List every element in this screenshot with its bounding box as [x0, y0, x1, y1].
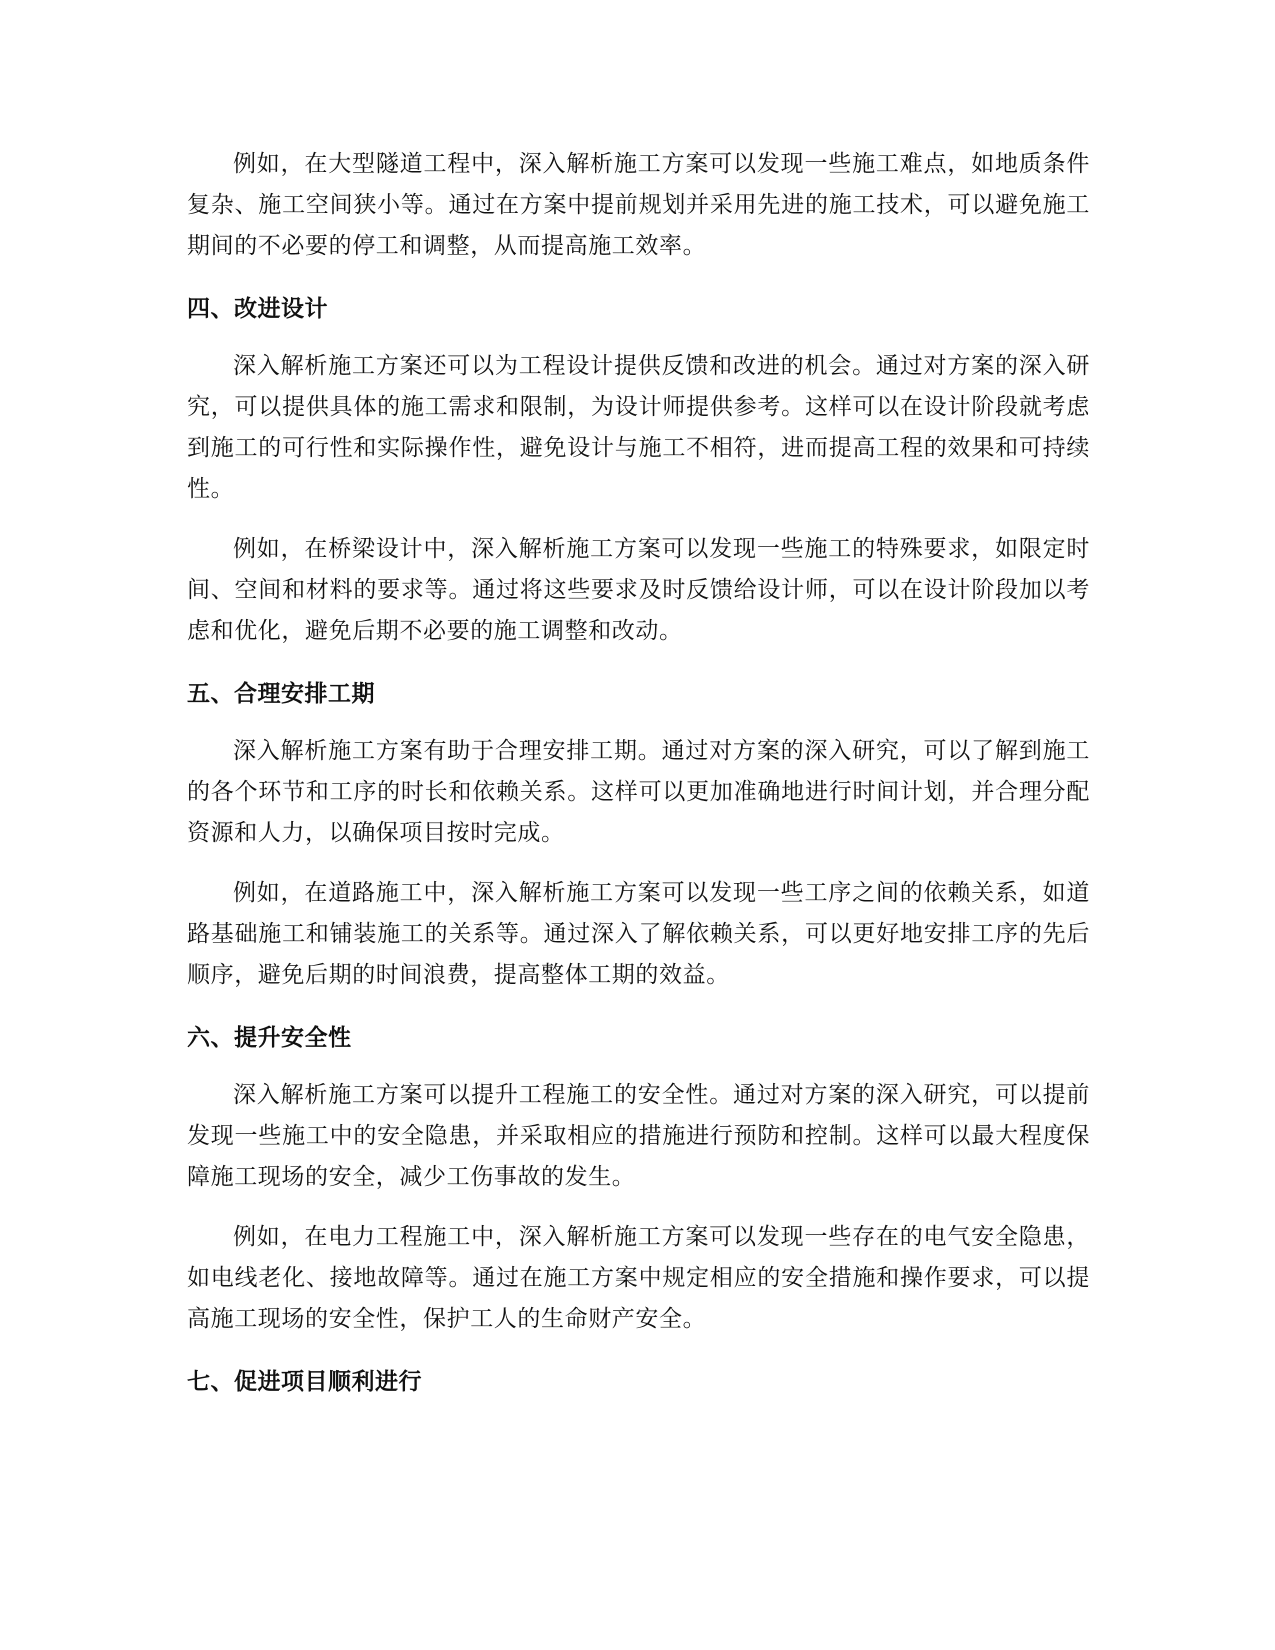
- heading-project-progress: 七、促进项目顺利进行: [187, 1369, 422, 1395]
- document-body: [187, 144, 1090, 1397]
- paragraph-improve-design: 深入解析施工方案还可以为工程设计提供反馈和改进的机会。通过对方案的深入研究，可以提供具体的施工需求和限制，为设计师提供参考。这样可以在设计阶段就考虑到施工的可行性和实际操作性，避免设计与施工不相符，进而提高工程的效果和可持续性。: [187, 353, 1090, 502]
- heading-improve-design: 四、改进设计: [187, 296, 328, 322]
- paragraph-bridge-example: 例如，在桥梁设计中，深入解析施工方案可以发现一些施工的特殊要求，如限定时间、空间和材料的要求等。通过将这些要求及时反馈给设计师，可以在设计阶段加以考虑和优化，避免后期不必要的施工调整和改动。: [187, 536, 1090, 644]
- paragraph-schedule: 深入解析施工方案有助于合理安排工期。通过对方案的深入研究，可以了解到施工的各个环节和工序的时长和依赖关系。这样可以更加准确地进行时间计划，并合理分配资源和人力，以确保项目按时完成。: [187, 738, 1090, 846]
- paragraph-safety: 深入解析施工方案可以提升工程施工的安全性。通过对方案的深入研究，可以提前发现一些施工中的安全隐患，并采取相应的措施进行预防和控制。这样可以最大程度保障施工现场的安全，减少工伤事故的发生。: [187, 1082, 1090, 1190]
- paragraph-power-example: 例如，在电力工程施工中，深入解析施工方案可以发现一些存在的电气安全隐患，如电线老化、接地故障等。通过在施工方案中规定相应的安全措施和操作要求，可以提高施工现场的安全性，保护工人的生命财产安全。: [187, 1224, 1090, 1332]
- paragraph-road-example: 例如，在道路施工中，深入解析施工方案可以发现一些工序之间的依赖关系，如道路基础施工和铺装施工的关系等。通过深入了解依赖关系，可以更好地安排工序的先后顺序，避免后期的时间浪费，提高整体工期的效益。: [187, 880, 1090, 988]
- paragraph-tunnel-example: 例如，在大型隧道工程中，深入解析施工方案可以发现一些施工难点，如地质条件复杂、施工空间狭小等。通过在方案中提前规划并采用先进的施工技术，可以避免施工期间的不必要的停工和调整，从而提高施工效率。: [187, 151, 1090, 259]
- heading-schedule: 五、合理安排工期: [187, 681, 375, 707]
- heading-safety: 六、提升安全性: [187, 1025, 352, 1051]
